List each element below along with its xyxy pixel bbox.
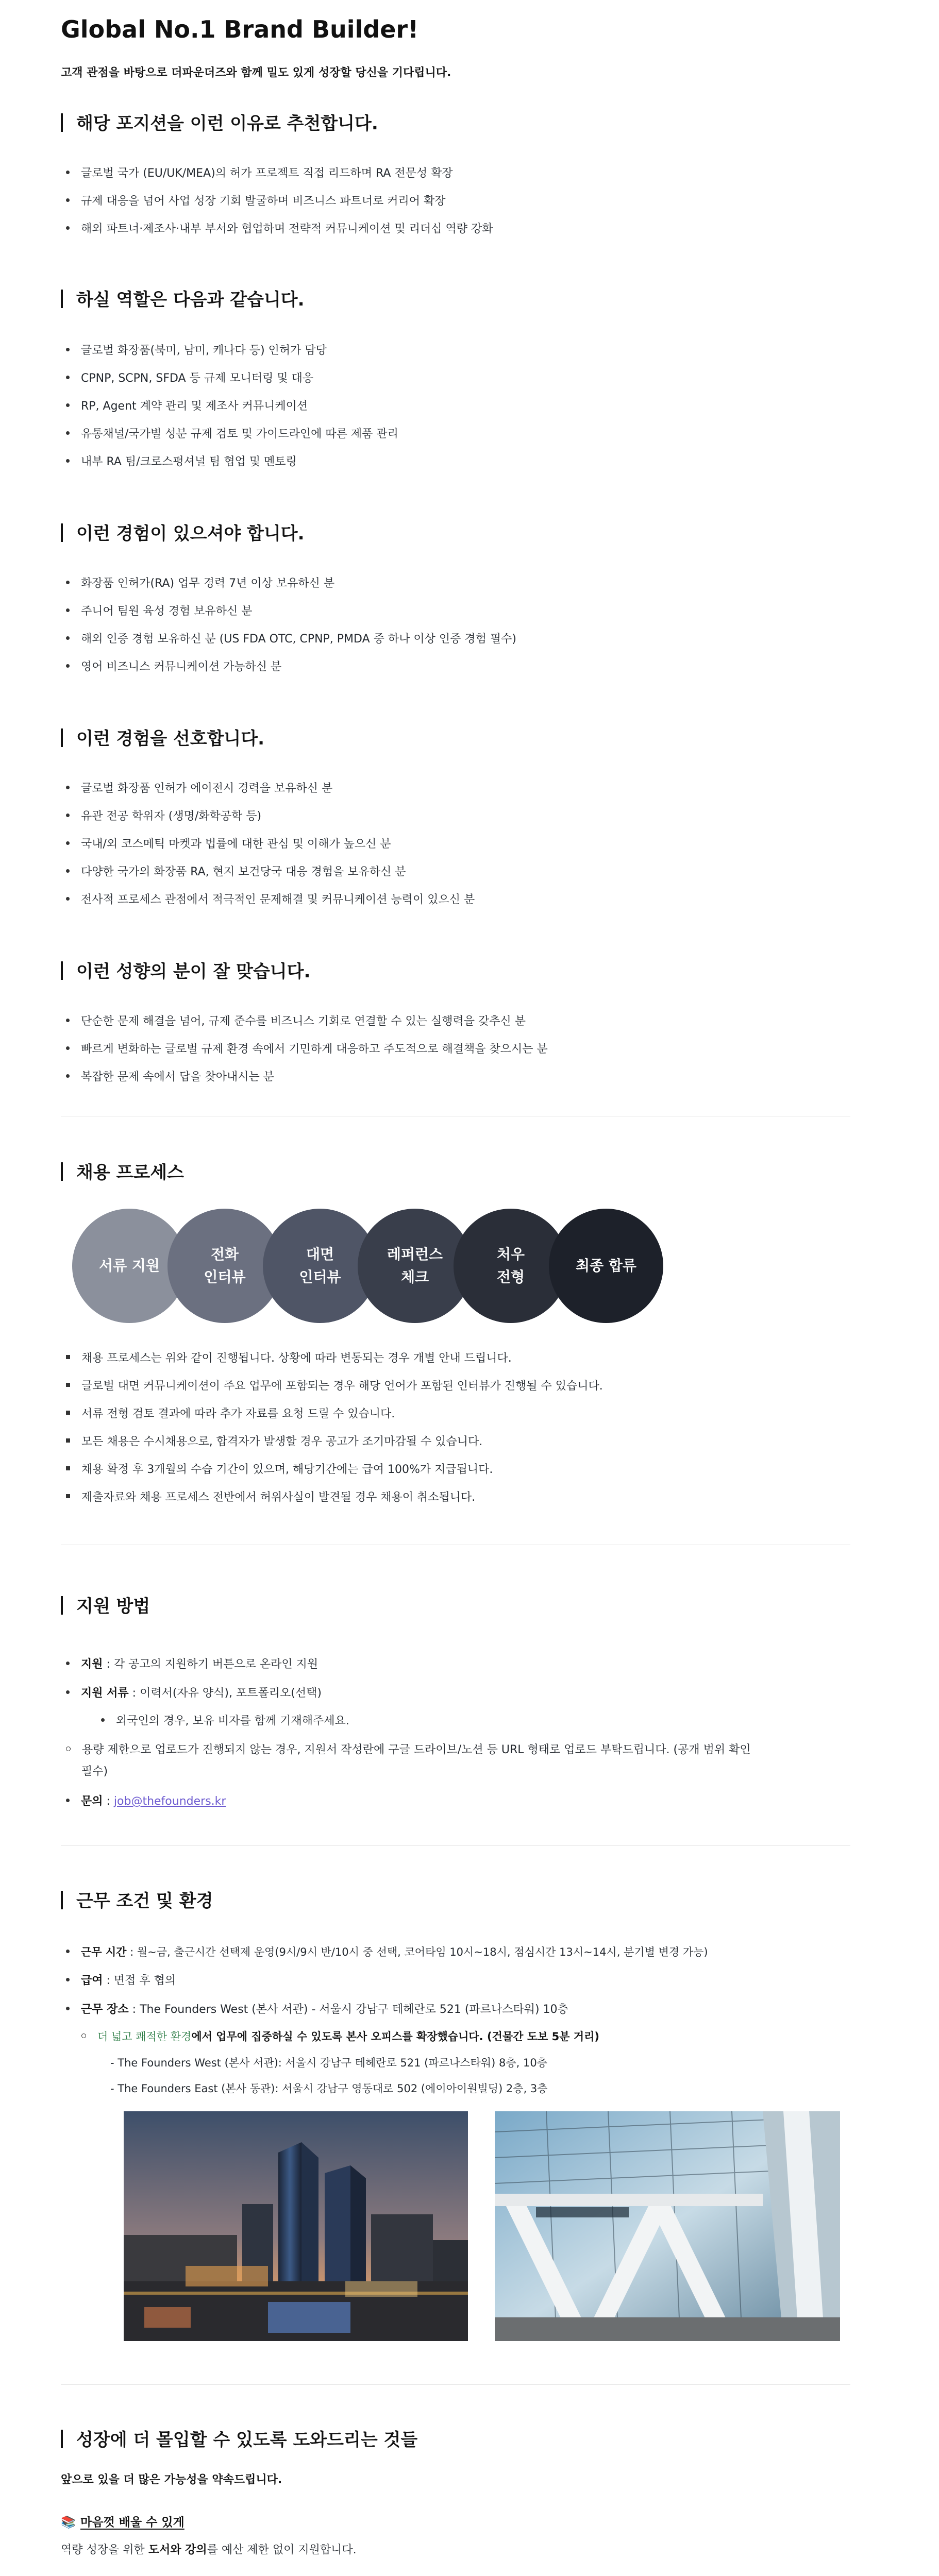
list-item: 제출자료와 채용 프로세스 전반에서 허위사실이 발견될 경우 채용이 취소됩니다.	[66, 1488, 475, 1507]
list-item-capacity-cont: 필수)	[81, 1765, 108, 1778]
list-item-contact: 문의 : job@thefounders.kr	[66, 1792, 226, 1811]
section-title-apply: 지원 방법	[61, 1594, 150, 1619]
list-item: 규제 대응을 넘어 사업 성장 기회 발굴하며 비즈니스 파트너로 커리어 확장	[66, 192, 446, 211]
list-item: 다양한 국가의 화장품 RA, 현지 보건당국 대응 경험을 보유하신 분	[66, 862, 406, 882]
list-item-foreign: 외국인의 경우, 보유 비자를 함께 기재해주세요.	[101, 1711, 349, 1731]
section-title-preferred: 이런 경험을 선호합니다.	[61, 726, 264, 751]
benefits-intro: 앞으로 있을 더 많은 가능성을 약속드립니다.	[61, 2473, 282, 2486]
list-item: 내부 RA 팀/크로스펑셔널 팀 협업 및 멘토링	[66, 452, 297, 472]
process-step-4: 레퍼런스 체크	[358, 1209, 472, 1323]
list-item: 화장품 인허가(RA) 업무 경력 7년 이상 보유하신 분	[66, 574, 334, 594]
section-title-fit: 이런 성향의 분이 잘 맞습니다.	[61, 959, 310, 984]
list-item: 단순한 문제 해결을 넘어, 규제 준수를 비즈니스 기회로 연결할 수 있는 실행력을 갖추신 분	[66, 1012, 526, 1031]
process-step-2: 전화 인터뷰	[167, 1209, 282, 1323]
list-item: 글로벌 국가 (EU/UK/MEA)의 허가 프로젝트 직접 리드하며 RA 전문성 확장	[66, 164, 453, 183]
office-building-photo-west	[124, 2111, 468, 2341]
list-item: 모든 채용은 수시채용으로, 합격자가 발생할 경우 공고가 조기마감될 수 있습니다.	[66, 1432, 482, 1452]
list-item: 채용 확정 후 3개월의 수습 기간이 있으며, 해당기간에는 급여 100%가 지급됩니다.	[66, 1460, 493, 1480]
list-item: 서류 전형 검토 결과에 따라 추가 자료를 요청 드릴 수 있습니다.	[66, 1404, 395, 1424]
office-expansion-note: 더 넓고 쾌적한 환경에서 업무에 집중하실 수 있도록 본사 오피스를 확장했습니다. (건물간 도보 5분 거리)	[81, 2027, 599, 2046]
process-step-5: 처우 전형	[454, 1209, 568, 1323]
list-item: 글로벌 대면 커뮤니케이션이 주요 업무에 포함되는 경우 해당 언어가 포함된 인터뷰가 진행될 수 있습니다.	[66, 1377, 603, 1396]
list-item: 전사적 프로세스 관점에서 적극적인 문제해결 및 커뮤니케이션 능력이 있으신 분	[66, 890, 475, 910]
benefit-learning-text: 역량 성장을 위한 도서와 강의를 예산 제한 없이 지원합니다.	[61, 2544, 357, 2556]
list-item: 글로벌 화장품 인허가 에이전시 경력을 보유하신 분	[66, 779, 332, 799]
office-east: - The Founders East (본사 동관): 서울시 강남구 영동대로 502 (에이아이원빌딩) 2층, 3층	[110, 2082, 548, 2095]
list-item: CPNP, SCPN, SFDA 등 규제 모니터링 및 대응	[66, 369, 313, 388]
process-step-1: 서류 지원	[72, 1209, 187, 1323]
process-step-3: 대면 인터뷰	[263, 1209, 377, 1323]
section-title-process: 채용 프로세스	[61, 1160, 184, 1185]
list-item: RP, Agent 계약 관리 및 제조사 커뮤니케이션	[66, 397, 308, 416]
list-item: 해외 인증 경험 보유하신 분 (US FDA OTC, CPNP, PMDA 중 하나 이상 인증 경험 필수)	[66, 630, 516, 649]
list-item-place: 근무 장소 : The Founders West (본사 서관) - 서울시 강남구 테헤란로 521 (파르나스타워) 10층	[66, 2000, 568, 2020]
books-icon: 📚	[61, 2516, 76, 2529]
benefit-learning-title: 📚 마음껏 배울 수 있게	[61, 2513, 185, 2532]
list-item-hours: 근무 시간 : 월~금, 출근시간 선택제 운영(9시/9시 반/10시 중 선택, 코어타임 10시~18시, 점심시간 13시~14시, 분기별 변경 가능)	[66, 1942, 708, 1962]
list-item-capacity: 용량 제한으로 업로드가 진행되지 않는 경우, 지원서 작성란에 구글 드라이브/노션 등 URL 형태로 업로드 부탁드립니다. (공개 범위 확인	[66, 1740, 751, 1760]
list-item-documents: 지원 서류 : 이력서(자유 양식), 포트폴리오(선택)	[66, 1684, 322, 1703]
list-item: 글로벌 화장품(북미, 남미, 캐나다 등) 인허가 담당	[66, 341, 327, 361]
list-item: 빠르게 변화하는 글로벌 규제 환경 속에서 기민하게 대응하고 주도적으로 해결책을 찾으시는 분	[66, 1040, 548, 1059]
list-item-pay: 급여 : 면접 후 협의	[66, 1971, 176, 1991]
page-subtitle: 고객 관점을 바탕으로 더파운더즈와 함께 밀도 있게 성장할 당신을 기다립니다.	[61, 66, 451, 79]
list-item: 유통채널/국가별 성분 규제 검토 및 가이드라인에 따른 제품 관리	[66, 425, 398, 444]
list-item: 주니어 팀원 육성 경험 보유하신 분	[66, 602, 253, 621]
list-item-apply: 지원 : 각 공고의 지원하기 버튼으로 온라인 지원	[66, 1655, 318, 1674]
section-title-benefits: 성장에 더 몰입할 수 있도록 도와드리는 것들	[61, 2428, 417, 2452]
divider	[61, 2384, 850, 2385]
page-title: Global No.1 Brand Builder!	[61, 15, 419, 43]
list-item: 해외 파트너·제조사·내부 부서와 협업하며 전략적 커뮤니케이션 및 리더십 역량 강화	[66, 219, 493, 239]
section-title-required: 이런 경험이 있으셔야 합니다.	[61, 521, 305, 546]
section-title-work: 근무 조건 및 환경	[61, 1889, 213, 1913]
section-title-roles: 하실 역할은 다음과 같습니다.	[61, 287, 305, 312]
list-item: 채용 프로세스는 위와 같이 진행됩니다. 상황에 따라 변동되는 경우 개별 안내 드립니다.	[66, 1349, 512, 1368]
divider	[61, 1845, 850, 1846]
list-item: 복잡한 문제 속에서 답을 찾아내시는 분	[66, 1067, 274, 1087]
contact-email-link[interactable]: job@thefounders.kr	[113, 1795, 226, 1808]
list-item: 유관 전공 학위자 (생명/화학공학 등)	[66, 807, 261, 826]
section-title-reasons: 해당 포지션을 이런 이유로 추천합니다.	[61, 111, 378, 136]
process-step-6: 최종 합류	[549, 1209, 663, 1323]
list-item: 영어 비즈니스 커뮤니케이션 가능하신 분	[66, 657, 281, 677]
office-west: - The Founders West (본사 서관): 서울시 강남구 테헤란로 521 (파르나스타워) 8층, 10층	[110, 2057, 547, 2069]
list-item: 국내/외 코스메틱 마켓과 법률에 대한 관심 및 이해가 높으신 분	[66, 835, 391, 854]
office-building-photo-east	[495, 2111, 840, 2341]
